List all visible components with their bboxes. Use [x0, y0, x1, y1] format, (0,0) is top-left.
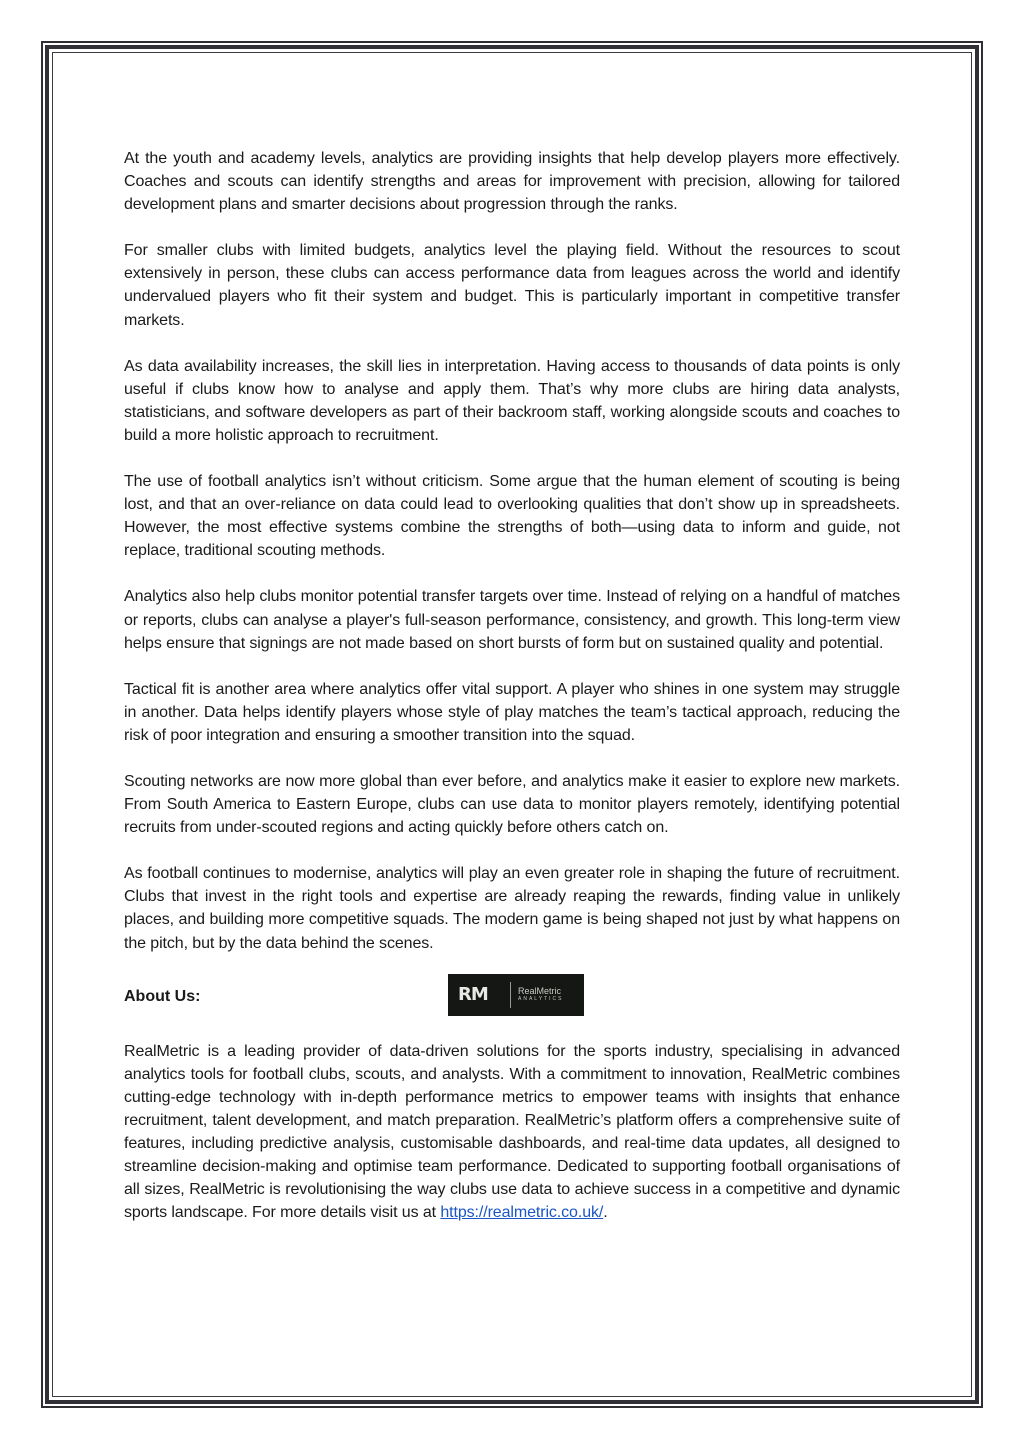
paragraph-modernise: As football continues to modernise, analytics will play an even greater role in shaping the future of recruitment. Clubs that invest in the right tools and expertise are already reaping the rewards, finding value in unlikely places, and building more competitive squads. The modern game is being shaped not just by what happens on the pitch, but by the data behind the scenes. — [124, 865, 900, 952]
logo-wordmark — [518, 986, 563, 1003]
logo-subtitle: ANALYTICS — [518, 996, 564, 1003]
about-trailing-period: . — [603, 1204, 608, 1222]
paragraph-youth-academy: At the youth and academy levels, analytics are providing insights that help develop players more effectively. Coaches and scouts can identify strengths and areas for improvement with precision, allowing for tailored development plans and smarter decisions about progression through the ranks. — [124, 150, 900, 214]
paragraph-criticism: The use of football analytics isn’t without criticism. Some argue that the human element of scouting is being lost, and that an over-reliance on data could lead to overlooking qualities that don’t show up in spreadsheets. However, the most effective systems combine the strengths of both—using data to inform and guide, not replace, traditional scouting methods. — [124, 473, 900, 560]
about-us-body: RealMetric is a leading provider of data-driven solutions for the sports industry, specialising in advanced analytics tools for football clubs, scouts, and analysts. With a commitment to innovation, RealMetric combines cutting-edge technology with in-depth performance metrics to empower teams with insights that enhance recruitment, talent development, and match preparation. RealMetric’s platform offers a comprehensive suite of features, including predictive analysis, customisable dashboards, and real-time data updates, all designed to streamline decision-making and optimise team performance. Dedicated to supporting football organisations of all sizes, RealMetric is revolutionising the way clubs use data to achieve success in a competitive and dynamic sports landscape. For more details visit us at — [124, 1042, 900, 1222]
about-us-paragraph — [124, 1040, 900, 1225]
paragraph-smaller-clubs: For smaller clubs with limited budgets, analytics level the playing field. Without the resources to scout extensively in person, these clubs can access performance data from leagues across the world and identify undervalued players who fit their system and budget. This is particularly important in competitive transfer markets. — [124, 242, 900, 329]
logo-name: RealMetric — [518, 986, 562, 997]
document-body — [124, 147, 900, 1247]
paragraph-interpretation: As data availability increases, the skill lies in interpretation. Having access to thousands of data points is only useful if clubs know how to analyse and apply them. That’s why more clubs are hiring data analysts, statisticians, and software developers as part of their backroom staff, working alongside scouts and coaches to build a more holistic approach to recruitment. — [124, 357, 900, 444]
realmetric-logo — [448, 974, 584, 1016]
paragraph-tactical-fit: Tactical fit is another area where analytics offer vital support. A player who shines in one system may struggle in another. Data helps identify players whose style of play matches the team’s tactical approach, reducing the risk of poor integration and ensuring a smoother transition into the squad. — [124, 680, 900, 744]
paragraph-transfer-targets: Analytics also help clubs monitor potential transfer targets over time. Instead of relying on a handful of matches or reports, clubs can analyse a player's full-season performance, consistency, and growth. This long-term view helps ensure that signings are not made based on short bursts of form but on sustained quality and potential. — [124, 588, 900, 652]
about-us-heading: About Us: — [124, 987, 201, 1005]
logo-mark: RM — [458, 984, 488, 1006]
logo-divider — [510, 982, 511, 1008]
about-us-row — [124, 974, 900, 1020]
paragraph-scouting-networks: Scouting networks are now more global than ever before, and analytics make it easier to explore new markets. From South America to Eastern Europe, clubs can use data to monitor players remotely, identifying potential recruits from under-scouted regions and acting quickly before others catch on. — [124, 772, 900, 837]
website-link[interactable]: https://realmetric.co.uk/ — [440, 1204, 604, 1222]
